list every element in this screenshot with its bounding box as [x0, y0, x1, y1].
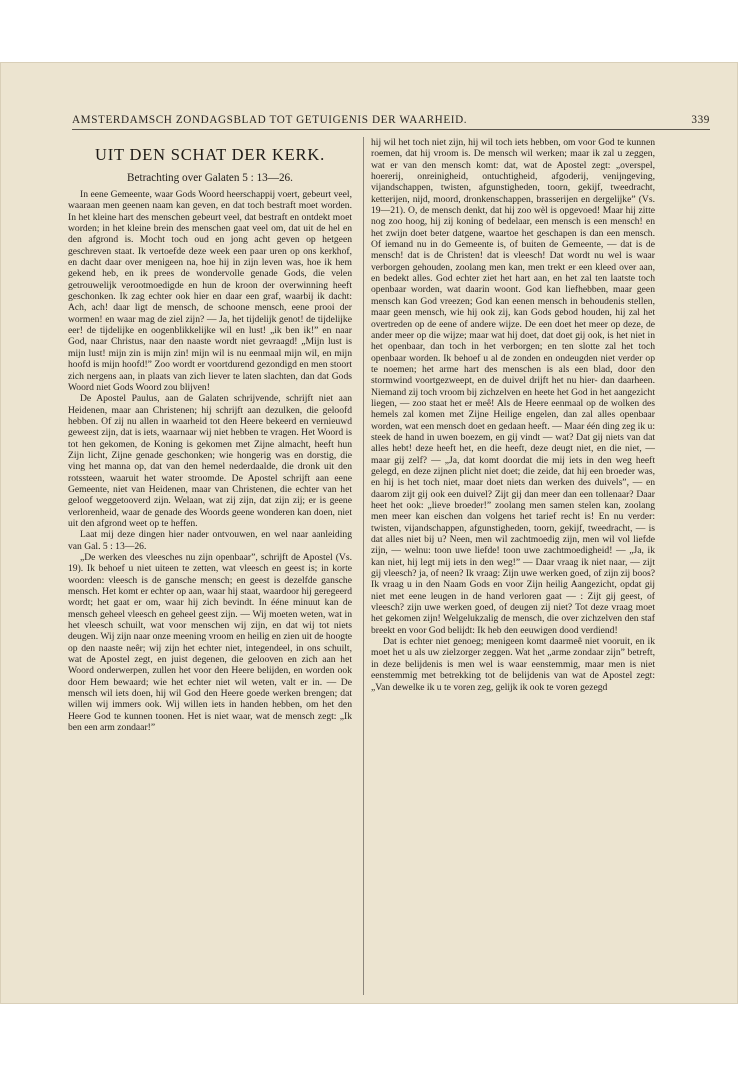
paragraph: „De werken des vleesches nu zijn openbaar”, schrijft de Apostel (Vs. 19). Ik behoef u niet uiteen te zetten, wat vleesch en geest is; in korte woorden: vleesch is de gansche mensch; en geest is dezelfde gansche mensch. Het komt er echter op aan, waar hij staat, waardoor hij geregeerd wordt; het gaat er om, waar hij zich bevindt. In ééne minuut kan de mensch geheel vleesch en geheel geest zijn. — Wij moeten weten, wat in het vleesch schuilt, wat voor menschen wij zijn, en dat wij tot niets deugen. Wij zijn naar onze meening vroom en heilig en zien uit de hoogte op den naaste neêr; wij zijn het echter niet, integendeel, in ons schuilt, wat de Apostel zegt, en juist degenen, die gelooven en zich aan het Woord onderwerpen, zullen het voor den Heere belijden, en worden ook door Hem bewaard; wie het echter niet wil weten, valt er in. — De mensch wil iets doen, hij wil God den Heere goede werken brengen; dat willen wij immers ook. Wij willen iets in handen hebben, om het den Heere God te kunnen toonen. Het is niet waar, wat de mensch zegt: „Ik ben een arm zondaar!” — [68, 552, 352, 734]
paragraph: Dat is echter niet genoeg; menigeen komt daarmeê niet vooruit, en ik moet het u als uw zielzorger zeggen. Wat het „arme zondaar zijn” betreft, in deze belijdenis is men wel is waar eenstemmig, maar men is niet eenstemmig met betrekking tot de belijdenis van wat de Apostel zegt: „Van dewelke ik u te voren zeg, gelijk ik ook te voren gezegd — [371, 636, 655, 693]
paragraph: De Apostel Paulus, aan de Galaten schrijvende, schrijft niet aan Heidenen, maar aan Christenen; hij schrijft aan dezulken, die geloofd hebben. Of zij nu allen in waarheid tot den Heere bekeerd en vernieuwd geweest zijn, dat is iets, waarnaar wij niet hebben te vragen. Het Woord is tot hen gekomen, de Koning is gekomen met Zijne almacht, heeft hun Zijn licht, Zijne genade geschonken; wie hongerig was en dorstig, die ving het manna op, dat van den hemel nederdaalde, die dronk uit den rotssteen, waaruit het water stroomde. De Apostel schrijft aan eene Gemeente, niet van Heidenen, maar van Christenen, die echter van het geloof weggetooverd zijn. Welaan, wat zij zijn, dat zijn zij; er is geene verlorenheid, waar de genade des Woords geene wonderen kan doen, niet uit den afgrond weet op te heffen. — [68, 393, 352, 529]
article-title: UIT DEN SCHAT DER KERK. — [94, 145, 325, 164]
running-header — [72, 114, 710, 126]
column-divider — [363, 137, 364, 995]
article-subtitle: Betrachting over Galaten 5 : 13—26. — [127, 172, 293, 184]
right-column — [371, 137, 655, 995]
header-rule — [72, 129, 710, 130]
running-title: AMSTERDAMSCH ZONDAGSBLAD TOT GETUIGENIS DER WAARHEID. — [72, 114, 468, 126]
paragraph: hij wil het toch niet zijn, hij wil toch iets hebben, om voor God te kunnen roemen, dat hij vroom is. De mensch wil werken; maar ik zal u zeggen, wat er van den mensch komt: dat, wat de Apostel zegt: „overspel, hoererij, onreinigheid, ontuchtigheid, afgoderij, venijngeving, vijandschappen, twisten, afgunstigheden, toorn, gekijf, tweedracht, ketterijen, nijd, moord, dronkenschappen, brasserijen en dergelijke” (Vs. 19—21). O, de mensch denkt, dat hij zoo wèl is opgevoed! Maar hij zitte nog zoo hoog, hij zij koning of bedelaar, een mensch is een mensch! en het zwijn doet beter datgene, waartoe het geschapen is dan een mensch. Of iemand nu in do Gemeente is, of buiten de Gemeente, — dat is de mensch! dat is de Christen! dat is vleesch! Dat wordt nu wel is waar verborgen gehouden, zoolang men kan, men trekt er een kleed over aan, en bedekt alles. God echter ziet het hart aan, en het zal ten laatste toch openbaar worden, wat daarin woont. God kan liefhebben, maar geen mensch kan God vreezen; God kan eenen mensch in behoudenis stellen, maar geen mensch, wie hij ook zij, kan Gods gebod houden, hij zal het overtreden op de eene of andere wijze. De een doet het meer op deze, de ander meer op die wijze; maar wat hij doet, dat doet gij ook, is het niet in het openbaar, dan toch in het verborgen; en ten slotte zal het toch openbaar worden. Ik behoef u al de zonden en ondeugden niet verder op te noemen; het arme hart des menschen is als een blad, door den stormwind voortgezweept, en de duivel drijft het nu hier- dan daarheen. Niemand zij toch vroom bij zichzelven en heete het God in het aangezicht liegen, — zoo staat het er meê! Als de Heere eenmaal op de wolken des hemels zal komen met Zijne Heilige engelen, dan zal alles openbaar worden, wat een mensch doet en gedaan heeft. — Maar één ding zeg ik u: steek de hand in uwen boezem, en gij vindt — wat? Dat gij niets van dat alles hebt! deze heeft het, en die heeft, deze deugt niet, en die niet, — maar gij zelf? — „Ja, dat komt doordat die mij iets in den weg heeft gelegd, en deze zijnen plicht niet doet; die zeide, dat hij een broeder was, en hij is het toch niet, maar doet niets dan werken des duivels”, — en daarom zijt gij ook een duivel? Zijt gij dan meer dan een tollenaar? Daar heet het ook: „lieve broeder!” zoolang men samen stelen kan, zoolang men meer kan eischen dan volgens het tarief recht is! En nu verder: twisten, vijandschappen, afgunstigheden, toorn, gekijf, tweedracht, — is dat alles niet bij u? Neen, men wil zachtmoedig zijn, men wil vol liefde zijn, — welnu: toon uwe liefde! toon uwe zachtmoedigheid! — „Ja, ik kan niet, hij legt mij iets in den weg!” — Daar vraag ik niet naar, — zijt gij vleesch? ja, of neen? Ik vraag: Zijn uwe werken goed, of zijn zij boos? Ik vraag u in den Naam Gods en voor Zijn heilig Aangezicht, opdat gij niet met eene leugen in de hand verloren gaat — : Zijt gij geest, of vleesch? zijn uwe werken goed, of deugen zij niet? Tot deze vraag moet het gekomen zijn! Welgelukzalig de mensch, die over zichzelven den staf breekt en voor God belijdt: Ik heb den eeuwigen dood verdiend! — [371, 137, 655, 636]
book-page — [0, 62, 738, 1004]
paragraph: In eene Gemeente, waar Gods Woord heerschappij voert, gebeurt veel, waaraan men geenen naam kan geven, en dat toch bestraft moet worden. In het kleine hart des menschen gebeurt veel, dat bestraft en ontdekt moet worden; in het kleine brein des menschen gaat veel om, dat uit de hel en den afgrond is. Mocht toch oud en jong acht geven op hetgeen geschreven staat. Ik vertoefde deze week een paar uren op ons kerkhof, en dacht daar over menigeen na, hoe hij in zijn leven was, hoe ik hem gekend heb, en ik prees de wondervolle genade Gods, die velen getrouwelijk verootmoedigde en hun de kroon der overwinning heeft geschonken. Ik zag echter ook hier en daar een graf, waarbij ik dacht: Ach, ach! daar ligt de mensch, de schoone mensch, eene prooi der wormen! en waar mag de ziel zijn? — Ja, het tijdelijk genot! de tijdelijke eer! de tijdelijke en oogenblikkelijke wil en lust! „ik ben ik!” en naar God, naar Christus, naar den naaste wordt niet gevraagd! „Mijn lust is mijn lust! mijn zin is mijn zin! mijn wil is nu eenmaal mijn wil, en mijn hoofd is mijn hoofd!” Zoo wordt er voortdurend gezondigd en men stoort zich nergens aan, in plaats van zich liever te laten slachten, dan dat Gods Woord niet Gods Woord zou blijven! — [68, 189, 352, 393]
page-number: 339 — [691, 114, 710, 126]
left-column — [68, 137, 352, 995]
paragraph: Laat mij deze dingen hier nader ontvouwen, en wel naar aanleiding van Gal. 5 : 13—26. — [68, 529, 352, 552]
